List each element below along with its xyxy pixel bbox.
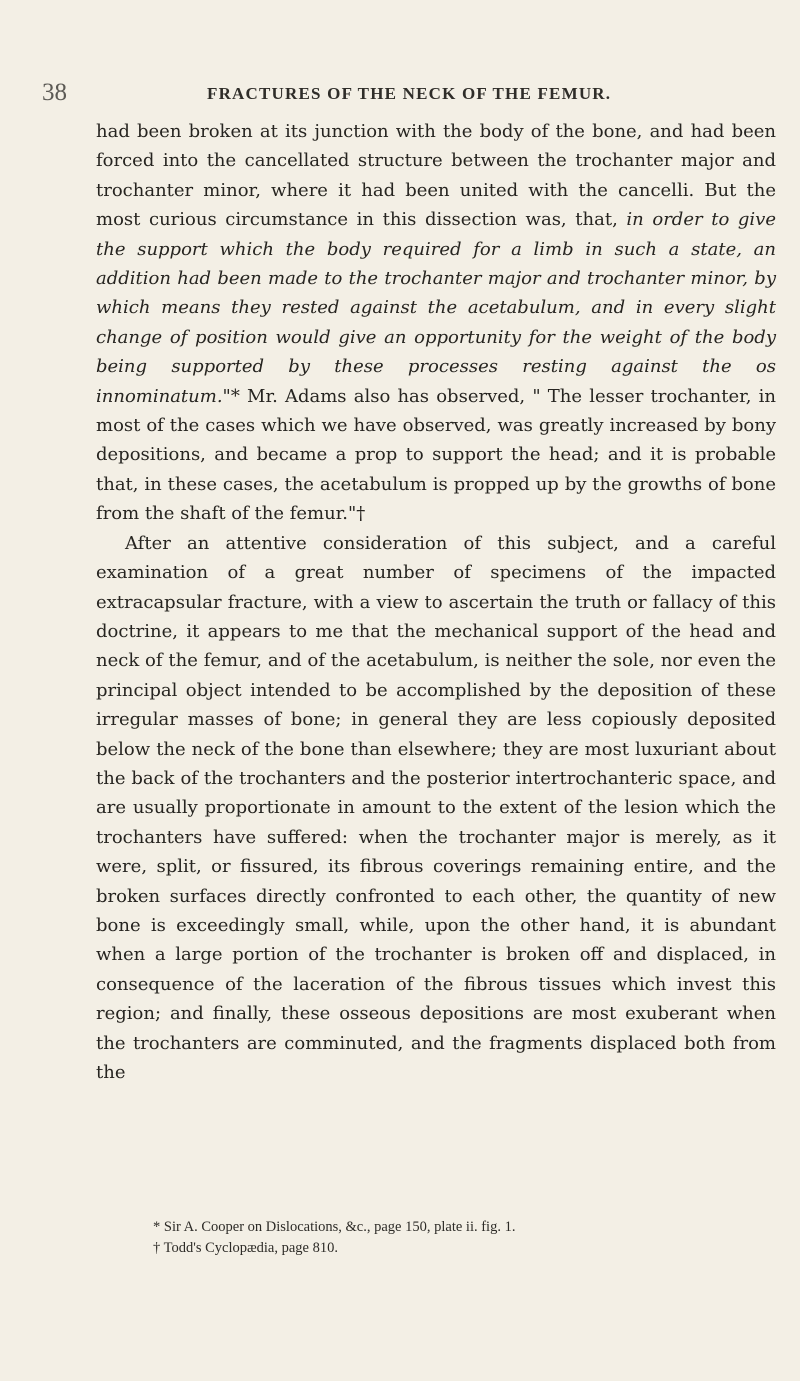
- paragraph-2: After an attentive consideration of this subject, and a careful examination of a great number of specimens of the impacted extracapsular fracture, with a view to ascertain the truth or fallacy of this doctrine, it appears to me that the mechanical support of the head and neck of the femur, and of the acetabulum, is neither the sole, nor even the principal object intended to be accomplished by the deposition of these irregular masses of bone; in general they are less copiously deposited below the neck of the bone than elsewhere; they are most luxuriant about the back of the trochanters and the posterior intertrochanteric space, and are usually proportionate in amount to the extent of the lesion which the trochanters have suffered: when the trochanter major is merely, as it were, split, or fissured, its fibrous coverings remaining entire, and the broken surfaces directly confronted to each other, the quantity of new bone is exceedingly small, while, upon the other hand, it is abundant when a large portion of the trochanter is broken off and displaced, in consequence of the laceration of the fibrous tissues which invest this region; and finally, these osseous depositions are most exuberant when the trochanters are comminuted, and the fragments displaced both from the: [96, 532, 776, 1083]
- paragraph-1: [96, 117, 776, 529]
- paragraph-1-end: "* Mr. Adams also has observed, " The lesser trochanter, in most of the cases which we have observed, was greatly increased by bony depositions, and became a prop to support the head; and it is probable that, in these cases, the acetabulum is propped up by the growths of bone from the shaft of the femur."†: [96, 385, 776, 525]
- paragraph-1-start: had been broken at its junction with the body of the bone, and had been forced into the cancellated structure between the trochanter major and trochanter minor, where it had been united with the cancelli. But the most curious circumstance in this dissection was, that,: [96, 121, 776, 231]
- running-head: FRACTURES OF THE NECK OF THE FEMUR.: [207, 84, 612, 103]
- footnote-2: † Todd's Cyclopædia, page 810.: [153, 1240, 338, 1256]
- footnote-1: * Sir A. Cooper on Dislocations, &c., page 150, plate ii. fig. 1.: [153, 1219, 516, 1235]
- footnotes: [153, 1217, 773, 1259]
- page-number: 38: [42, 79, 67, 106]
- body-text: [96, 117, 776, 1087]
- paragraph-1-italic-quote: in order to give the support which the body required for a limb in such a state, an addition had been made to the trochanter major and trochanter minor, by which means they rested against the acetabulum, and in every slight change of position would give an opportunity for the weight of the body being supported by these processes resting against the os innominatum.: [96, 209, 776, 407]
- page-header: [42, 80, 750, 110]
